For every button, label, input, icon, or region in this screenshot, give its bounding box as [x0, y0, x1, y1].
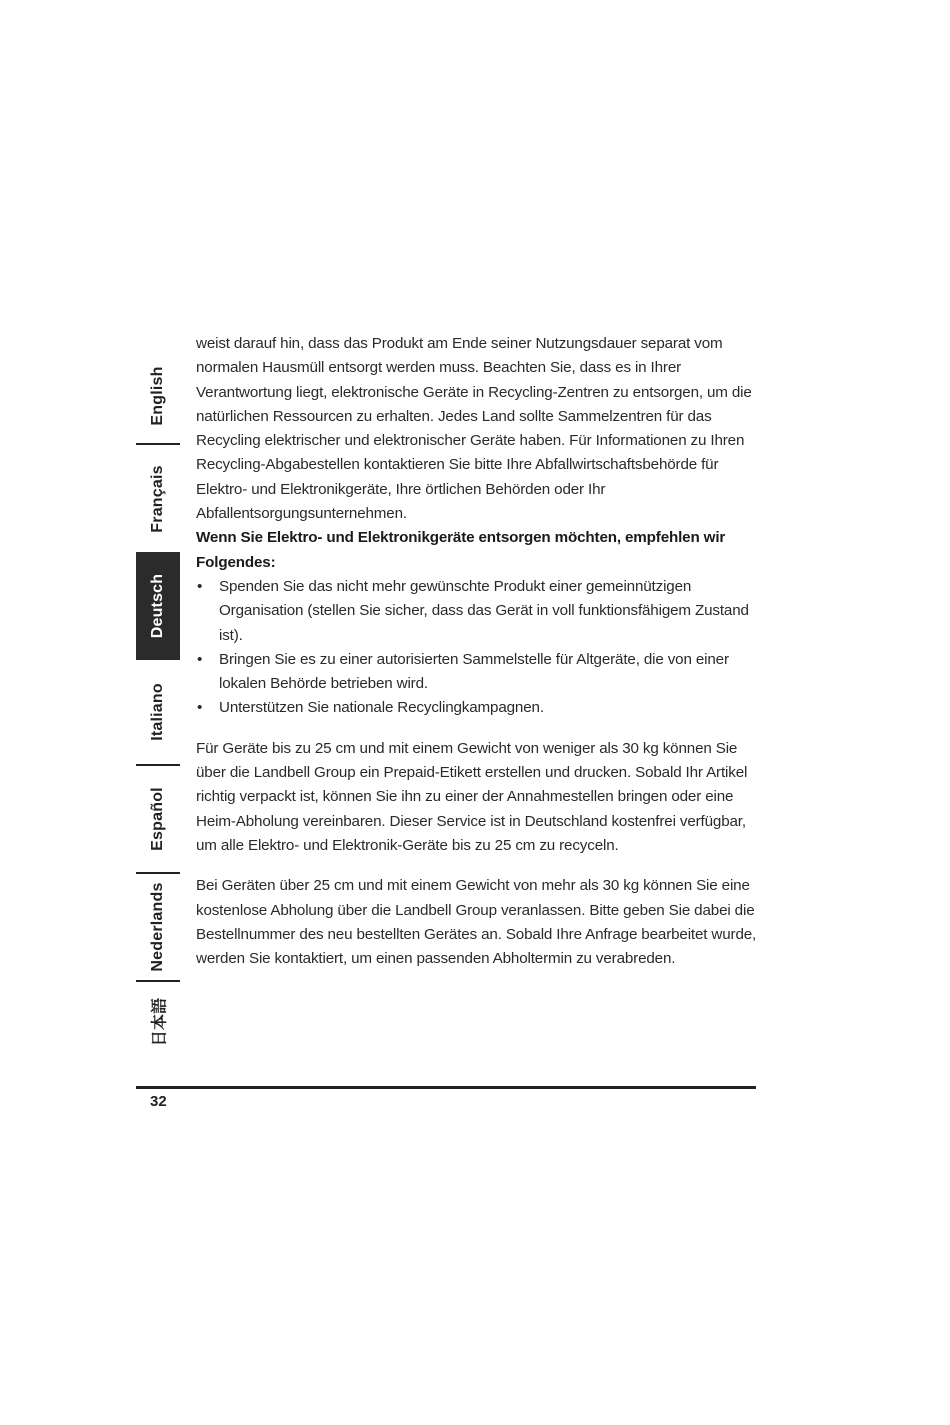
tab-nederlands-label: Nederlands	[149, 882, 166, 972]
list-item: • Bringen Sie es zu einer autorisierten Sammelstelle für Altgeräte, die von einer lokalen Behörde betrieben wird.	[196, 648, 760, 697]
list-item: • Unterstützen Sie nationale Recyclingkampagnen.	[196, 696, 760, 720]
tab-english-label: English	[149, 366, 166, 426]
recommendation-list	[196, 575, 760, 721]
small-devices-paragraph: Für Geräte bis zu 25 cm und mit einem Gewicht von weniger als 30 kg können Sie über die Landbell Group ein Prepaid-Etikett erstellen und drucken. Sobald Ihr Artikel richtig verpackt ist, können Sie ihn zu einer der Annahmestellen bringen oder eine Heim-Abholung vereinbaren. Dieser Service ist in Deutschland kostenfrei verfügbar, um alle Elektro- und Elektronik-Geräte bis zu 25 cm zu recyceln.	[196, 739, 748, 854]
tab-francais[interactable]	[136, 445, 180, 552]
page-content	[196, 332, 760, 971]
tab-nederlands[interactable]	[136, 874, 180, 980]
tab-deutsch[interactable]	[136, 552, 180, 660]
tab-espanol-label: Español	[149, 787, 166, 851]
tab-japanese[interactable]	[136, 982, 180, 1062]
tab-espanol[interactable]	[136, 766, 180, 872]
tab-italiano-label: Italiano	[149, 683, 166, 741]
page-number: 32	[150, 1093, 167, 1110]
tab-japanese-label: 日本語	[151, 997, 169, 1047]
tab-deutsch-label: Deutsch	[149, 573, 166, 639]
tab-francais-label: Français	[149, 464, 166, 533]
list-item: • Spenden Sie das nicht mehr gewünschte Produkt einer gemeinnützigen Organisation (stellen Sie sicher, dass das Gerät in voll funktionsfähigem Zustand ist).	[196, 575, 760, 648]
recommendation-heading: Wenn Sie Elektro- und Elektronikgeräte entsorgen möchten, empfehlen wir Folgendes:	[196, 529, 726, 571]
footer-rule	[136, 1086, 756, 1089]
intro-paragraph: weist darauf hin, dass das Produkt am Ende seiner Nutzungsdauer separat vom normalen Hausmüll entsorgt werden muss. Beachten Sie, dass es in Ihrer Verantwortung liegt, elektronische Geräte in Recycling-Zentren zu entsorgen, um die natürlichen Ressourcen zu erhalten. Jedes Land sollte Sammelzentren für das Recycling elektrischer und elektronischer Geräte haben. Für Informationen zu Ihren Recycling-Abgabestellen kontaktieren Sie bitte Ihre Abfallwirtschaftsbehörde für Elektro- und Elektronikgeräte, Ihre örtlichen Behörden oder Ihr Abfallentsorgungsunternehmen.	[196, 335, 752, 523]
tab-italiano[interactable]	[136, 660, 180, 764]
tab-english[interactable]	[136, 348, 180, 444]
large-devices-paragraph: Bei Geräten über 25 cm und mit einem Gewicht von mehr als 30 kg können Sie eine kostenlose Abholung über die Landbell Group veranlassen. Bitte geben Sie dabei die Bestellnummer des neu bestellten Gerätes an. Sobald Ihre Anfrage bearbeitet wurde, werden Sie kontaktiert, um einen passenden Abholtermin zu verabreden.	[196, 877, 757, 968]
